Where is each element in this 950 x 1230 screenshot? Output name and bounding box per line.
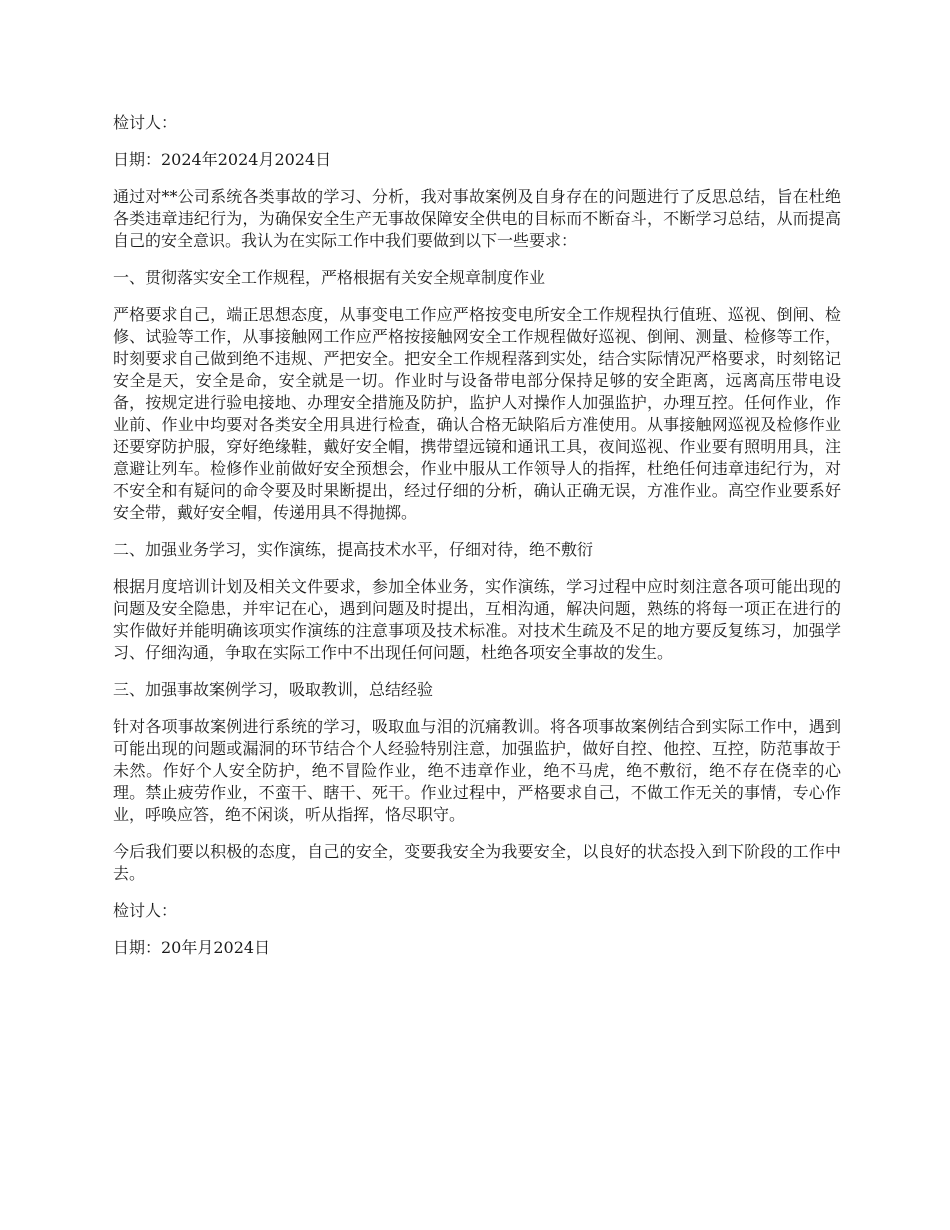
date-line-top: 日期：2024年2024月2024日 xyxy=(113,150,332,169)
section-heading-3: 三、加强事故案例学习，吸取教训，总结经验 xyxy=(113,680,434,699)
closing-paragraph: 今后我们要以积极的态度，自己的安全，变要我安全为我要安全，以良好的状态投入到下阶段的工作中去。 xyxy=(113,842,841,883)
section-body-3: 针对各项事故案例进行系统的学习，吸取血与泪的沉痛教训。将各项事故案例结合到实际工作中，遇到可能出现的问题或漏洞的环节结合个人经验特别注意，加强监护，做好自控、他控、互控，防范事故于未然。作好个人安全防护，绝不冒险作业，绝不违章作业，绝不马虎，绝不敷衍，绝不存在侥幸的心理。禁止疲劳作业，不蛮干、瞎干、死干。作业过程中，严格要求自己，不做工作无关的事情，专心作业，呼唤应答，绝不闲谈，听从指挥，恪尽职守。 xyxy=(113,717,841,824)
date-line-bottom: 日期：20年月2024日 xyxy=(113,938,271,957)
document-page xyxy=(113,112,841,974)
section-body-1: 严格要求自己，端正思想态度，从事变电工作应严格按变电所安全工作规程执行值班、巡视、倒闸、检修、试验等工作，从事接触网工作应严格按接触网安全工作规程做好巡视、倒闸、测量、检修等工作，时刻要求自己做到绝不违规、严把安全。把安全工作规程落到实处，结合实际情况严格要求，时刻铭记安全是天，安全是命，安全就是一切。作业时与设备带电部分保持足够的安全距离，远离高压带电设备，按规定进行验电接地、办理安全措施及防护，监护人对操作人加强监护，办理互控。任何作业，作业前、作业中均要对各类安全用具进行检查，确认合格无缺陷后方准使用。从事接触网巡视及检修作业还要穿防护服，穿好绝缘鞋，戴好安全帽，携带望远镜和通讯工具，夜间巡视、作业要有照明用具，注意避让列车。检修作业前做好安全预想会，作业中服从工作领导人的指挥，杜绝任何违章违纪行为，对不安全和有疑问的命令要及时果断提出，经过仔细的分析，确认正确无误，方准作业。高空作业要系好安全带，戴好安全帽，传递用具不得抛掷。 xyxy=(113,305,841,522)
section-body-2: 根据月度培训计划及相关文件要求，参加全体业务，实作演练，学习过程中应时刻注意各项可能出现的问题及安全隐患，并牢记在心，遇到问题及时提出，互相沟通，解决问题，熟练的将每一项正在进行的实作做好并能明确该项实作演练的注意事项及技术标准。对技术生疏及不足的地方要反复练习，加强学习、仔细沟通，争取在实际工作中不出现任何问题，杜绝各项安全事故的发生。 xyxy=(113,577,841,662)
section-heading-1: 一、贯彻落实安全工作规程，严格根据有关安全规章制度作业 xyxy=(113,268,546,287)
reviewer-line-top: 检讨人： xyxy=(113,113,178,132)
section-heading-2: 二、加强业务学习，实作演练，提高技术水平，仔细对待，绝不敷衍 xyxy=(113,540,594,559)
intro-paragraph: 通过对**公司系统各类事故的学习、分析，我对事故案例及自身存在的问题进行了反思总结，旨在杜绝各类违章违纪行为，为确保安全生产无事故保障安全供电的目标而不断奋斗，不断学习总结，从而提高自己的安全意识。我认为在实际工作中我们要做到以下一些要求： xyxy=(113,187,841,250)
reviewer-line-bottom: 检讨人： xyxy=(113,901,178,920)
